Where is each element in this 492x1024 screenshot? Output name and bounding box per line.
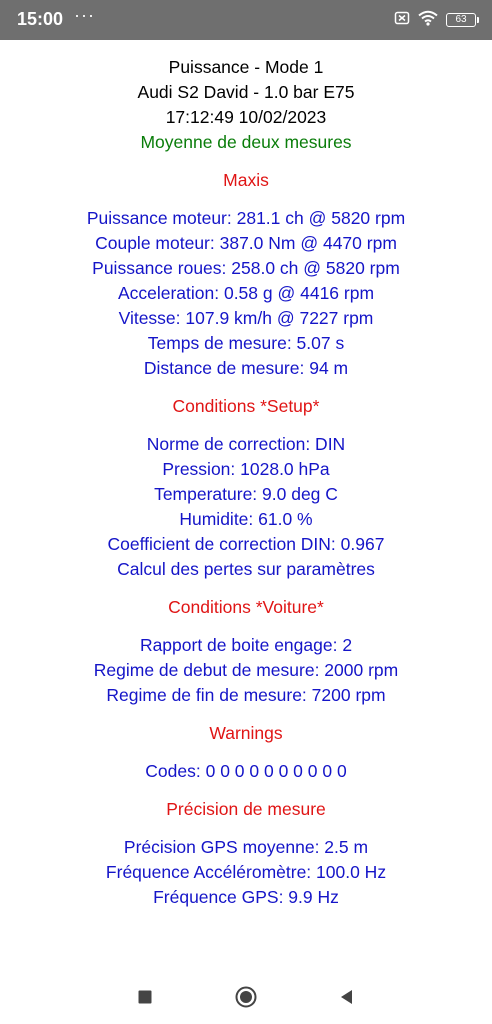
precision-line: Fréquence Accéléromètre: 100.0 Hz (105, 862, 387, 882)
back-icon[interactable] (336, 986, 358, 1008)
wifi-icon (418, 10, 438, 31)
maxis-line: Acceleration: 0.58 g @ 4416 rpm (117, 283, 375, 303)
measurement-subtitle: Moyenne de deux mesures (140, 132, 352, 152)
report-content (0, 55, 492, 910)
section-heading-conditions-setup: Conditions *Setup* (172, 396, 320, 416)
recents-icon[interactable] (134, 986, 156, 1008)
setup-line: Coefficient de correction DIN: 0.967 (107, 534, 385, 554)
notification-dots: ··· (74, 5, 95, 25)
measurement-timestamp: 17:12:49 10/02/2023 (165, 107, 327, 127)
setup-line: Pression: 1028.0 hPa (162, 459, 330, 479)
maxis-line: Couple moteur: 387.0 Nm @ 4470 rpm (95, 233, 397, 253)
voiture-line: Rapport de boite engage: 2 (139, 635, 353, 655)
setup-line: Norme de correction: DIN (146, 434, 346, 454)
section-heading-maxis: Maxis (223, 170, 269, 190)
maxis-line: Temps de mesure: 5.07 s (147, 333, 345, 353)
section-heading-precision: Précision de mesure (166, 799, 326, 819)
status-bar (0, 0, 492, 40)
status-icons (394, 10, 476, 30)
navigation-bar (0, 968, 492, 1024)
maxis-line: Vitesse: 107.9 km/h @ 7227 rpm (118, 308, 374, 328)
maxis-line: Puissance roues: 258.0 ch @ 5820 rpm (92, 258, 400, 278)
setup-line: Calcul des pertes sur paramètres (117, 559, 375, 579)
maxis-line: Distance de mesure: 94 m (143, 358, 349, 378)
home-icon[interactable] (235, 986, 257, 1008)
section-heading-warnings: Warnings (209, 723, 283, 743)
report-title: Puissance - Mode 1 (168, 57, 324, 77)
sim-off-icon (394, 10, 410, 31)
status-time: 15:00 (17, 9, 64, 29)
precision-line: Fréquence GPS: 9.9 Hz (153, 887, 339, 907)
voiture-line: Regime de fin de mesure: 7200 rpm (106, 685, 386, 705)
setup-line: Humidite: 61.0 % (179, 509, 313, 529)
maxis-line: Puissance moteur: 281.1 ch @ 5820 rpm (86, 208, 406, 228)
battery-icon: 63 (446, 13, 476, 27)
precision-line: Précision GPS moyenne: 2.5 m (123, 837, 369, 857)
warnings-line: Codes: 0 0 0 0 0 0 0 0 0 0 (145, 761, 347, 781)
section-heading-conditions-voiture: Conditions *Voiture* (168, 597, 324, 617)
setup-line: Temperature: 9.0 deg C (154, 484, 338, 504)
vehicle-info: Audi S2 David - 1.0 bar E75 (137, 82, 355, 102)
voiture-line: Regime de debut de mesure: 2000 rpm (93, 660, 399, 680)
